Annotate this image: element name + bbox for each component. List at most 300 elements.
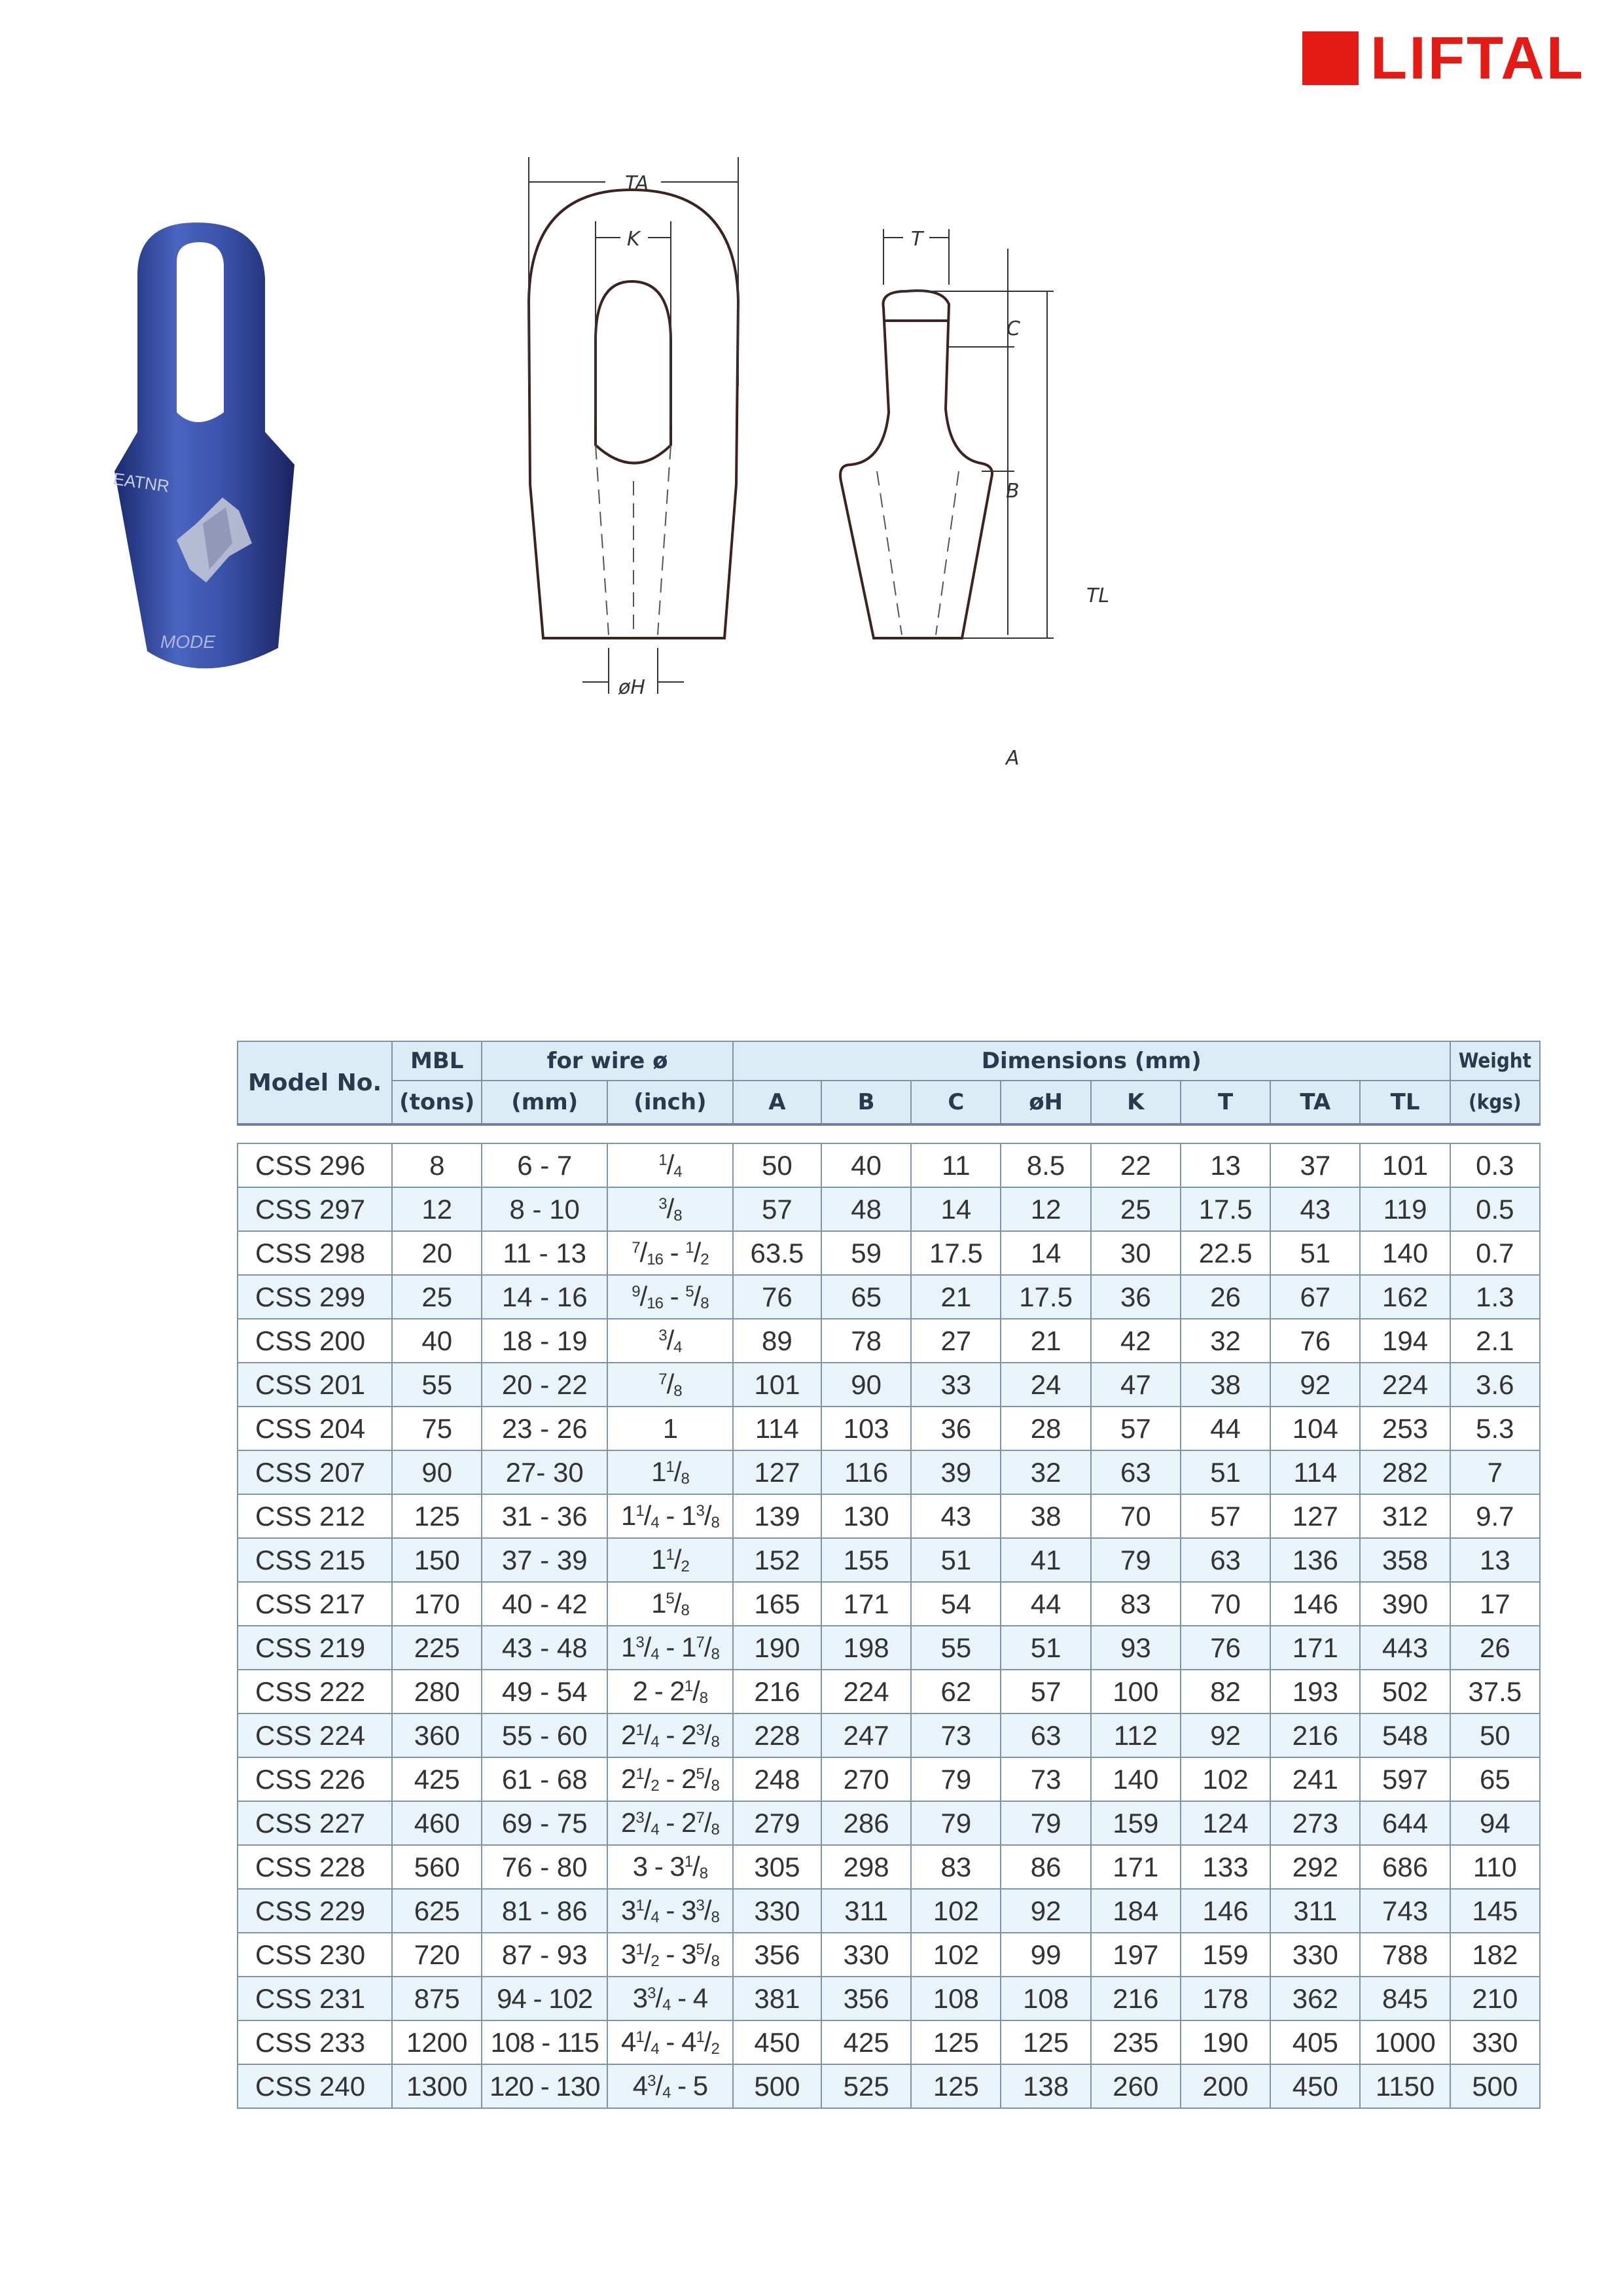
cell-dim-a: 101 [733, 1363, 821, 1407]
table-row [238, 1231, 1540, 1275]
cell-dim-h: 86 [1001, 1845, 1090, 1889]
cell-dim-tl: 224 [1360, 1363, 1450, 1407]
dim-label-tl: TL [1086, 584, 1110, 607]
dim-label-c: C [1007, 317, 1020, 340]
cell-dim-t: 13 [1181, 1143, 1270, 1187]
cell-dim-h: 92 [1001, 1889, 1090, 1933]
cell-dim-k: 197 [1091, 1933, 1181, 1977]
cell-dim-tl: 644 [1360, 1801, 1450, 1845]
cell-wire-mm: 87 - 93 [482, 1933, 607, 1977]
cell-wire-mm: 20 - 22 [482, 1363, 607, 1407]
cell-dim-ta: 92 [1270, 1363, 1360, 1407]
cell-dim-a: 76 [733, 1275, 821, 1319]
cell-model-no: CSS 298 [238, 1231, 392, 1275]
cell-dim-h: 108 [1001, 1977, 1090, 2020]
cell-model-no: CSS 222 [238, 1670, 392, 1713]
cell-dim-ta: 241 [1270, 1757, 1360, 1801]
cell-dim-k: 100 [1091, 1670, 1181, 1713]
dim-label-ta: TA [625, 172, 649, 195]
cell-wire-mm: 108 - 115 [482, 2020, 607, 2064]
cell-wire-mm: 49 - 54 [482, 1670, 607, 1713]
cell-dim-b: 116 [821, 1450, 911, 1494]
cell-dim-a: 216 [733, 1670, 821, 1713]
cell-dim-tl: 743 [1360, 1889, 1450, 1933]
cell-mbl: 40 [392, 1319, 482, 1363]
cell-model-no: CSS 299 [238, 1275, 392, 1319]
cell-dim-tl: 312 [1360, 1494, 1450, 1538]
cell-model-no: CSS 233 [238, 2020, 392, 2064]
cell-dim-tl: 253 [1360, 1407, 1450, 1450]
cell-mbl: 25 [392, 1275, 482, 1319]
cell-dim-c: 43 [911, 1494, 1001, 1538]
cell-dim-a: 450 [733, 2020, 821, 2064]
cell-dim-t: 22.5 [1181, 1231, 1270, 1275]
cell-dim-t: 159 [1181, 1933, 1270, 1977]
cell-dim-ta: 193 [1270, 1670, 1360, 1713]
cell-wire-mm: 18 - 19 [482, 1319, 607, 1363]
cell-dim-c: 27 [911, 1319, 1001, 1363]
cell-dim-c: 79 [911, 1757, 1001, 1801]
cell-dim-tl: 119 [1360, 1187, 1450, 1231]
cell-dim-t: 92 [1181, 1713, 1270, 1757]
cell-wire-inch: $3^1/_4 - 3^3/_8$ [607, 1889, 733, 1933]
cell-wire-mm: 14 - 16 [482, 1275, 607, 1319]
table-header [238, 1041, 1540, 1124]
cell-dim-b: 330 [821, 1933, 911, 1977]
cell-model-no: CSS 207 [238, 1450, 392, 1494]
cell-dim-a: 89 [733, 1319, 821, 1363]
header-dim-t: T [1181, 1081, 1270, 1124]
cell-model-no: CSS 200 [238, 1319, 392, 1363]
cell-weight: 330 [1450, 2020, 1540, 2064]
cell-dim-t: 146 [1181, 1889, 1270, 1933]
header-model-no: Model No. [238, 1041, 392, 1124]
table-row [238, 1582, 1540, 1626]
cell-dim-tl: 194 [1360, 1319, 1450, 1363]
cell-model-no: CSS 204 [238, 1407, 392, 1450]
cell-dim-a: 228 [733, 1713, 821, 1757]
table-row [238, 1275, 1540, 1319]
cell-dim-k: 260 [1091, 2064, 1181, 2108]
cell-dim-c: 62 [911, 1670, 1001, 1713]
cell-wire-inch: $^1/_4$ [607, 1143, 733, 1187]
header-wire-inch: (inch) [607, 1081, 733, 1124]
cell-weight: 3.6 [1450, 1363, 1540, 1407]
cell-dim-b: 356 [821, 1977, 911, 2020]
cell-mbl: 90 [392, 1450, 482, 1494]
table-row [238, 1187, 1540, 1231]
cell-dim-ta: 76 [1270, 1319, 1360, 1363]
cell-dim-tl: 502 [1360, 1670, 1450, 1713]
cell-wire-inch: $2^3/_4 - 2^7/_8$ [607, 1801, 733, 1845]
cell-dim-b: 224 [821, 1670, 911, 1713]
cell-weight: 110 [1450, 1845, 1540, 1889]
cell-dim-k: 112 [1091, 1713, 1181, 1757]
cell-dim-h: 12 [1001, 1187, 1090, 1231]
cell-dim-ta: 114 [1270, 1450, 1360, 1494]
header-weight: Weight [1450, 1041, 1540, 1081]
header-dim-k: K [1091, 1081, 1181, 1124]
cell-dim-ta: 216 [1270, 1713, 1360, 1757]
cell-model-no: CSS 296 [238, 1143, 392, 1187]
cell-dim-a: 127 [733, 1450, 821, 1494]
cell-mbl: 720 [392, 1933, 482, 1977]
cell-dim-ta: 311 [1270, 1889, 1360, 1933]
cell-dim-h: 125 [1001, 2020, 1090, 2064]
table-row [238, 1801, 1540, 1845]
dim-label-a: A [1006, 747, 1020, 770]
cell-wire-inch: $1^3/_4 - 1^7/_8$ [607, 1626, 733, 1670]
cell-dim-a: 139 [733, 1494, 821, 1538]
header-for-wire: for wire ø [482, 1041, 732, 1081]
cell-dim-c: 55 [911, 1626, 1001, 1670]
cell-dim-ta: 67 [1270, 1275, 1360, 1319]
cell-dim-k: 70 [1091, 1494, 1181, 1538]
cell-wire-inch: 1 [607, 1407, 733, 1450]
cell-dim-c: 54 [911, 1582, 1001, 1626]
cell-wire-mm: 81 - 86 [482, 1889, 607, 1933]
cell-mbl: 150 [392, 1538, 482, 1582]
cell-dim-k: 57 [1091, 1407, 1181, 1450]
cell-mbl: 560 [392, 1845, 482, 1889]
cell-mbl: 1300 [392, 2064, 482, 2108]
cell-dim-h: 57 [1001, 1670, 1090, 1713]
cell-dim-k: 216 [1091, 1977, 1181, 2020]
cell-weight: 500 [1450, 2064, 1540, 2108]
table-row [238, 2020, 1540, 2064]
cell-wire-mm: 23 - 26 [482, 1407, 607, 1450]
cell-weight: 182 [1450, 1933, 1540, 1977]
cell-dim-k: 22 [1091, 1143, 1181, 1187]
cell-dim-ta: 330 [1270, 1933, 1360, 1977]
cell-dim-h: 73 [1001, 1757, 1090, 1801]
cell-weight: 7 [1450, 1450, 1540, 1494]
cell-dim-h: 63 [1001, 1713, 1090, 1757]
cell-wire-inch: $2^1/_4 - 2^3/_8$ [607, 1713, 733, 1757]
brand-logo [1302, 25, 1585, 92]
cell-weight: 5.3 [1450, 1407, 1540, 1450]
cell-mbl: 75 [392, 1407, 482, 1450]
cell-mbl: 460 [392, 1801, 482, 1845]
cell-wire-inch: $3^3/_4 - 4$ [607, 1977, 733, 2020]
cell-dim-t: 200 [1181, 2064, 1270, 2108]
cell-weight: 0.5 [1450, 1187, 1540, 1231]
cell-dim-a: 248 [733, 1757, 821, 1801]
cell-dim-tl: 443 [1360, 1626, 1450, 1670]
cell-mbl: 170 [392, 1582, 482, 1626]
table-row [238, 1626, 1540, 1670]
cell-dim-ta: 273 [1270, 1801, 1360, 1845]
cell-dim-k: 25 [1091, 1187, 1181, 1231]
cell-wire-mm: 55 - 60 [482, 1713, 607, 1757]
cell-dim-t: 190 [1181, 2020, 1270, 2064]
cell-weight: 17 [1450, 1582, 1540, 1626]
cell-dim-t: 178 [1181, 1977, 1270, 2020]
cell-wire-inch: $3 - 3^1/_8$ [607, 1845, 733, 1889]
cell-dim-b: 198 [821, 1626, 911, 1670]
cell-dim-t: 63 [1181, 1538, 1270, 1582]
cell-wire-mm: 8 - 10 [482, 1187, 607, 1231]
cell-dim-a: 381 [733, 1977, 821, 2020]
cell-dim-ta: 43 [1270, 1187, 1360, 1231]
cell-dim-t: 124 [1181, 1801, 1270, 1845]
cell-dim-ta: 450 [1270, 2064, 1360, 2108]
cell-wire-mm: 69 - 75 [482, 1801, 607, 1845]
dim-label-t: T [911, 228, 923, 251]
cell-dim-a: 50 [733, 1143, 821, 1187]
cell-model-no: CSS 201 [238, 1363, 392, 1407]
cell-dim-t: 44 [1181, 1407, 1270, 1450]
cell-wire-inch: $^3/_4$ [607, 1319, 733, 1363]
cell-dim-tl: 358 [1360, 1538, 1450, 1582]
brand-square-icon [1302, 31, 1359, 85]
cell-dim-k: 83 [1091, 1582, 1181, 1626]
technical-drawing [510, 151, 1348, 988]
cell-dim-b: 286 [821, 1801, 911, 1845]
cell-dim-ta: 51 [1270, 1231, 1360, 1275]
cell-dim-b: 130 [821, 1494, 911, 1538]
cell-dim-tl: 845 [1360, 1977, 1450, 2020]
cell-dim-t: 76 [1181, 1626, 1270, 1670]
cell-weight: 1.3 [1450, 1275, 1540, 1319]
header-dim-c: C [911, 1081, 1001, 1124]
cell-model-no: CSS 240 [238, 2064, 392, 2108]
cell-dim-h: 14 [1001, 1231, 1090, 1275]
cell-dim-c: 125 [911, 2020, 1001, 2064]
cell-wire-mm: 6 - 7 [482, 1143, 607, 1187]
cell-weight: 210 [1450, 1977, 1540, 2020]
cell-dim-t: 32 [1181, 1319, 1270, 1363]
cell-dim-ta: 136 [1270, 1538, 1360, 1582]
cell-weight: 9.7 [1450, 1494, 1540, 1538]
table-row [238, 1538, 1540, 1582]
cell-dim-k: 140 [1091, 1757, 1181, 1801]
cell-dim-ta: 37 [1270, 1143, 1360, 1187]
cell-dim-k: 159 [1091, 1801, 1181, 1845]
cell-dim-tl: 597 [1360, 1757, 1450, 1801]
cell-dim-b: 270 [821, 1757, 911, 1801]
cell-dim-a: 152 [733, 1538, 821, 1582]
cell-dim-c: 125 [911, 2064, 1001, 2108]
cell-dim-b: 425 [821, 2020, 911, 2064]
table-row [238, 1319, 1540, 1363]
cell-dim-a: 190 [733, 1626, 821, 1670]
table-row [238, 1889, 1540, 1933]
cell-dim-h: 44 [1001, 1582, 1090, 1626]
cell-dim-tl: 1150 [1360, 2064, 1450, 2108]
table-row [238, 1845, 1540, 1889]
cell-wire-inch: $1^1/_2$ [607, 1538, 733, 1582]
table-row [238, 1450, 1540, 1494]
header-dim-a: A [733, 1081, 821, 1124]
cell-wire-inch: $4^3/_4 - 5$ [607, 2064, 733, 2108]
cell-dim-ta: 146 [1270, 1582, 1360, 1626]
cell-dim-t: 102 [1181, 1757, 1270, 1801]
table-body [238, 1124, 1540, 2108]
cell-dim-t: 17.5 [1181, 1187, 1270, 1231]
cell-mbl: 360 [392, 1713, 482, 1757]
cell-wire-inch: $3^1/_2 - 3^5/_8$ [607, 1933, 733, 1977]
cell-dim-h: 138 [1001, 2064, 1090, 2108]
cell-dim-t: 38 [1181, 1363, 1270, 1407]
header-wire-mm: (mm) [482, 1081, 607, 1124]
cell-dim-c: 102 [911, 1889, 1001, 1933]
cell-dim-c: 108 [911, 1977, 1001, 2020]
cell-wire-mm: 37 - 39 [482, 1538, 607, 1582]
cell-dim-h: 21 [1001, 1319, 1090, 1363]
cell-dim-b: 298 [821, 1845, 911, 1889]
cell-dim-tl: 686 [1360, 1845, 1450, 1889]
cell-dim-k: 93 [1091, 1626, 1181, 1670]
header-weight-unit: (kgs) [1450, 1081, 1540, 1124]
table-row [238, 1977, 1540, 2020]
table-row [238, 1363, 1540, 1407]
cell-model-no: CSS 215 [238, 1538, 392, 1582]
cell-wire-inch: $2^1/_2 - 2^5/_8$ [607, 1757, 733, 1801]
cell-wire-mm: 40 - 42 [482, 1582, 607, 1626]
cell-dim-a: 500 [733, 2064, 821, 2108]
cell-dim-ta: 405 [1270, 2020, 1360, 2064]
cell-wire-mm: 61 - 68 [482, 1757, 607, 1801]
cell-weight: 94 [1450, 1801, 1540, 1845]
cell-dim-c: 79 [911, 1801, 1001, 1845]
cell-wire-mm: 120 - 130 [482, 2064, 607, 2108]
table-row [238, 1143, 1540, 1187]
cell-dim-h: 51 [1001, 1626, 1090, 1670]
cell-dim-k: 184 [1091, 1889, 1181, 1933]
cell-dim-tl: 140 [1360, 1231, 1450, 1275]
cell-dim-h: 79 [1001, 1801, 1090, 1845]
cell-dim-a: 114 [733, 1407, 821, 1450]
cell-dim-c: 21 [911, 1275, 1001, 1319]
cell-model-no: CSS 224 [238, 1713, 392, 1757]
cell-model-no: CSS 231 [238, 1977, 392, 2020]
cell-dim-b: 155 [821, 1538, 911, 1582]
cell-weight: 2.1 [1450, 1319, 1540, 1363]
header-dim-tl: TL [1360, 1081, 1450, 1124]
table-row [238, 1933, 1540, 1977]
cell-dim-a: 165 [733, 1582, 821, 1626]
cell-dim-h: 17.5 [1001, 1275, 1090, 1319]
cell-dim-c: 17.5 [911, 1231, 1001, 1275]
cell-dim-c: 33 [911, 1363, 1001, 1407]
cell-dim-b: 525 [821, 2064, 911, 2108]
cell-weight: 13 [1450, 1538, 1540, 1582]
cell-dim-k: 235 [1091, 2020, 1181, 2064]
cell-wire-inch: $4^1/_4 - 4^1/_2$ [607, 2020, 733, 2064]
cell-dim-tl: 548 [1360, 1713, 1450, 1757]
cell-model-no: CSS 219 [238, 1626, 392, 1670]
specification-table [237, 1041, 1541, 2109]
cell-dim-b: 103 [821, 1407, 911, 1450]
cell-dim-c: 51 [911, 1538, 1001, 1582]
cell-wire-mm: 43 - 48 [482, 1626, 607, 1670]
header-dim-h: øH [1001, 1081, 1090, 1124]
cell-dim-ta: 127 [1270, 1494, 1360, 1538]
cell-dim-k: 30 [1091, 1231, 1181, 1275]
cell-dim-h: 28 [1001, 1407, 1090, 1450]
cell-model-no: CSS 212 [238, 1494, 392, 1538]
brand-name: LIFTAL [1370, 25, 1585, 92]
cell-wire-inch: $1^1/_4 - 1^3/_8$ [607, 1494, 733, 1538]
cell-wire-mm: 27- 30 [482, 1450, 607, 1494]
cell-dim-h: 38 [1001, 1494, 1090, 1538]
cell-wire-inch: $^7/_8$ [607, 1363, 733, 1407]
table-row [238, 2064, 1540, 2108]
cell-dim-c: 83 [911, 1845, 1001, 1889]
cell-dim-b: 78 [821, 1319, 911, 1363]
cell-dim-t: 26 [1181, 1275, 1270, 1319]
product-photo [98, 216, 314, 687]
cell-dim-k: 42 [1091, 1319, 1181, 1363]
header-mbl: MBL [392, 1041, 482, 1081]
table-row [238, 1407, 1540, 1450]
dim-label-b: B [1006, 480, 1020, 503]
table-row [238, 1670, 1540, 1713]
cell-dim-a: 279 [733, 1801, 821, 1845]
cell-model-no: CSS 228 [238, 1845, 392, 1889]
photo-engraving-bottom: MODE [160, 632, 215, 652]
cell-dim-h: 24 [1001, 1363, 1090, 1407]
cell-dim-a: 330 [733, 1889, 821, 1933]
cell-wire-inch: $^9/_{16} - ^5/_8$ [607, 1275, 733, 1319]
table-row [238, 1757, 1540, 1801]
cell-mbl: 55 [392, 1363, 482, 1407]
cell-model-no: CSS 226 [238, 1757, 392, 1801]
cell-wire-mm: 11 - 13 [482, 1231, 607, 1275]
cell-dim-tl: 1000 [1360, 2020, 1450, 2064]
cell-dim-b: 171 [821, 1582, 911, 1626]
cell-dim-c: 11 [911, 1143, 1001, 1187]
cell-dim-tl: 788 [1360, 1933, 1450, 1977]
cell-dim-h: 8.5 [1001, 1143, 1090, 1187]
cell-mbl: 12 [392, 1187, 482, 1231]
cell-wire-inch: $1^1/_8$ [607, 1450, 733, 1494]
cell-dim-t: 133 [1181, 1845, 1270, 1889]
cell-mbl: 875 [392, 1977, 482, 2020]
cell-weight: 65 [1450, 1757, 1540, 1801]
cell-wire-inch: $1^5/_8$ [607, 1582, 733, 1626]
cell-model-no: CSS 297 [238, 1187, 392, 1231]
cell-dim-tl: 282 [1360, 1450, 1450, 1494]
cell-mbl: 8 [392, 1143, 482, 1187]
cell-dim-b: 247 [821, 1713, 911, 1757]
cell-wire-inch: $2 - 2^1/_8$ [607, 1670, 733, 1713]
cell-dim-t: 82 [1181, 1670, 1270, 1713]
photo-engraving-top: EATNR [112, 469, 171, 496]
side-view [840, 291, 992, 638]
cell-dim-tl: 101 [1360, 1143, 1450, 1187]
cell-model-no: CSS 229 [238, 1889, 392, 1933]
cell-weight: 37.5 [1450, 1670, 1540, 1713]
cell-dim-k: 63 [1091, 1450, 1181, 1494]
header-dimensions: Dimensions (mm) [733, 1041, 1450, 1081]
cell-dim-k: 36 [1091, 1275, 1181, 1319]
cell-dim-b: 48 [821, 1187, 911, 1231]
cell-wire-inch: $^3/_8$ [607, 1187, 733, 1231]
cell-dim-k: 47 [1091, 1363, 1181, 1407]
cell-weight: 145 [1450, 1889, 1540, 1933]
cell-mbl: 280 [392, 1670, 482, 1713]
cell-dim-tl: 162 [1360, 1275, 1450, 1319]
cell-dim-a: 305 [733, 1845, 821, 1889]
cell-dim-h: 32 [1001, 1450, 1090, 1494]
cell-dim-b: 59 [821, 1231, 911, 1275]
cell-mbl: 20 [392, 1231, 482, 1275]
header-mbl-unit: (tons) [392, 1081, 482, 1124]
cell-mbl: 225 [392, 1626, 482, 1670]
cell-mbl: 125 [392, 1494, 482, 1538]
